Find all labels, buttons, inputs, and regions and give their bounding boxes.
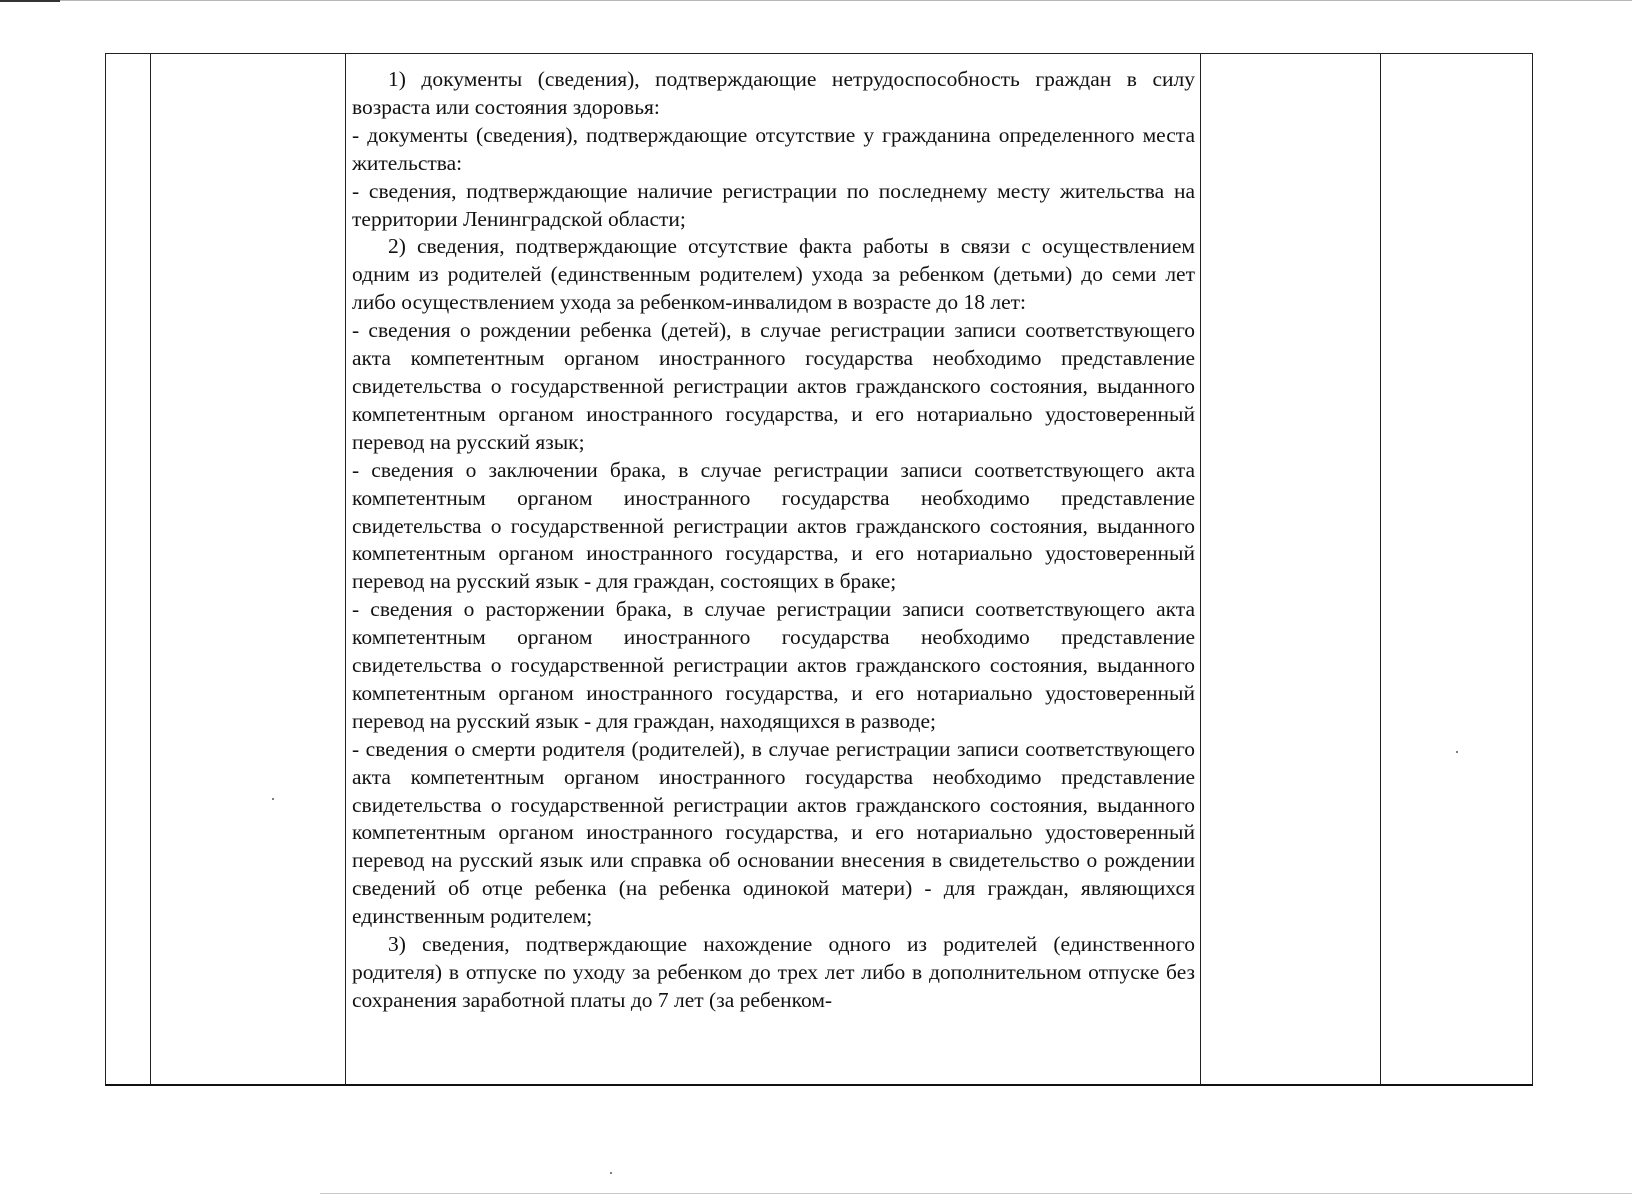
paragraph-4: 2) сведения, подтверждающие отсутствие факта работы в связи с осуществлением одним из родителей (единственным родителем) ухода за ребенком (детьми) до семи лет либо осуществлением ухода за ребенком-инвалидом в возрасте до 18 лет: <box>352 234 1195 315</box>
table-column-documents <box>346 54 1201 1084</box>
paragraph-5: - сведения о рождении ребенка (детей), в случае регистрации записи соответствующего акта компетентным органом иностранного государства необходимо представление свидетельства о государственной регистрации актов гражданского состояния, выданного компетентным органом иностранного государства, и его нотариально удостоверенный перевод на русский язык; <box>352 318 1195 454</box>
scan-speck <box>610 1172 612 1174</box>
paragraph-8: - сведения о смерти родителя (родителей), в случае регистрации записи соответствующего акта компетентным органом иностранного государства необходимо представление свидетельства о государственной регистрации актов гражданского состояния, выданного компетентным органом иностранного государства, и его нотариально удостоверенный перевод на русский язык или справка об основании внесения в свидетельство о рождении сведений об отце ребенка (на ребенка одинокой матери) - для граждан, являющихся единственным родителем; <box>352 736 1195 929</box>
paragraph-6: - сведения о заключении брака, в случае регистрации записи соответствующего акта компетентным органом иностранного государства необходимо представление свидетельства о государственной регистрации актов гражданского состояния, выданного компетентным органом иностранного государства, и его нотариально удостоверенный перевод на русский язык - для граждан, состоящих в браке; <box>352 457 1195 594</box>
table-column-name <box>151 54 346 1084</box>
paragraph-9: 3) сведения, подтверждающие нахождение одного из родителей (единственного родителя) в отпуске по уходу за ребенком до трех лет либо в дополнительном отпуске без сохранения заработной платы до 7 лет (за ребенком- <box>352 932 1195 1012</box>
table-column-4 <box>1201 54 1381 1084</box>
table-column-5 <box>1381 54 1532 1084</box>
table-column-number <box>106 54 151 1084</box>
scan-edge-mark <box>0 0 60 2</box>
documents-text <box>352 66 1195 1015</box>
scan-edge-top <box>0 0 1632 1</box>
paragraph-7: - сведения о расторжении брака, в случае регистрации записи соответствующего акта компетентным органом иностранного государства необходимо представление свидетельства о государственной регистрации актов гражданского состояния, выданного компетентным органом иностранного государства, и его нотариально удостоверенный перевод на русский язык - для граждан, находящихся в разводе; <box>352 597 1195 733</box>
paragraph-3: - сведения, подтверждающие наличие регистрации по последнему месту жительства на территории Ленинградской области; <box>352 178 1195 231</box>
paragraph-2: - документы (сведения), подтверждающие отсутствие у гражданина определенного места жительства: <box>352 122 1195 175</box>
scan-edge-bottom <box>320 1193 1632 1194</box>
paragraph-1: 1) документы (сведения), подтверждающие нетрудоспособность граждан в силу возраста или состояния здоровья: <box>352 67 1195 119</box>
document-table <box>105 53 1533 1086</box>
